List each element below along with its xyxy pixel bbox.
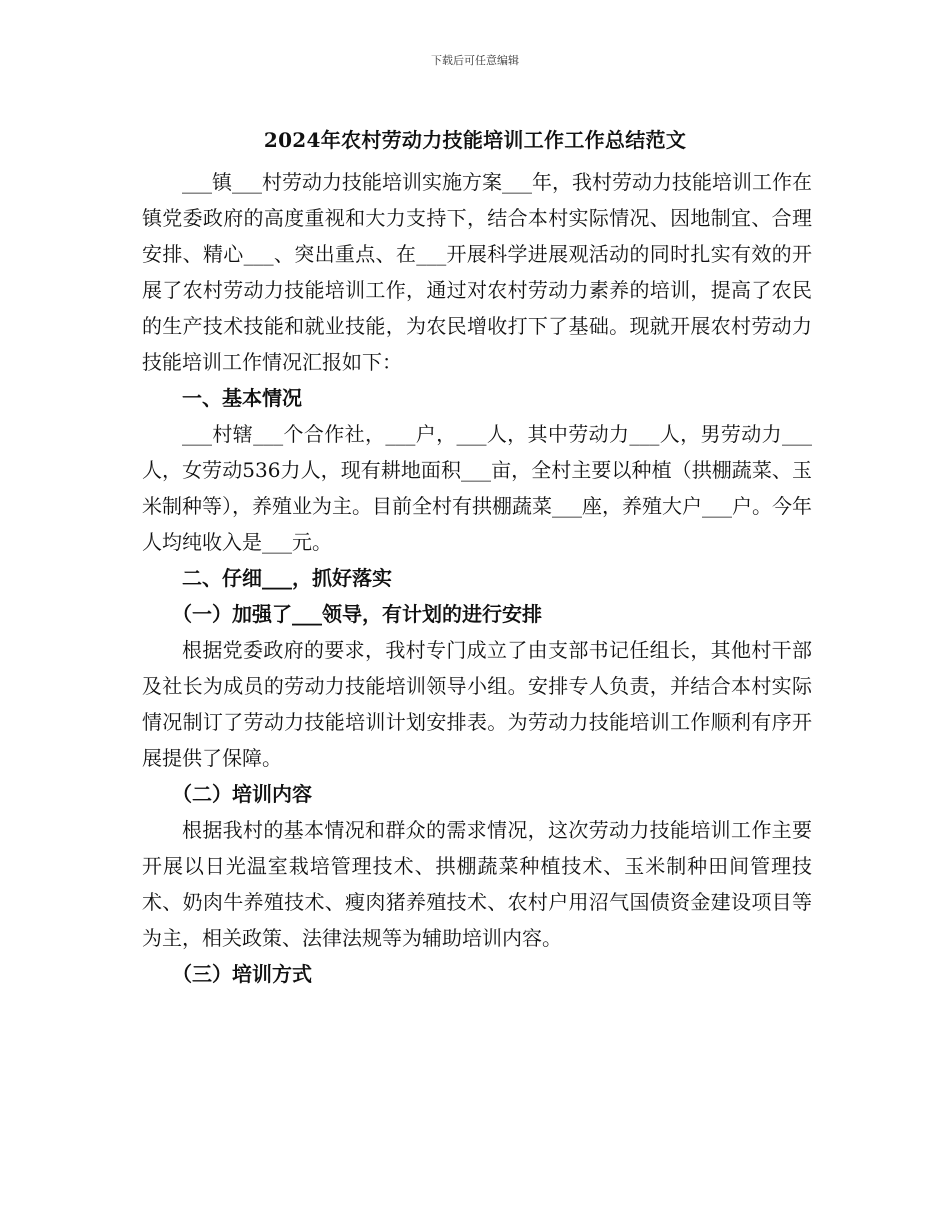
training-content-paragraph: 根据我村的基本情况和群众的需求情况，这次劳动力技能培训工作主要开展以日光温室栽培管理技术、拱棚蔬菜种植技术、玉米制种田间管理技术、奶肉牛养殖技术、瘦肉猪养殖技术、农村户用沼气国债资金建设项目等为主，相关政策、法律法规等为辅助培训内容。 — [142, 818, 812, 950]
document-body — [142, 164, 812, 992]
page-header: 下载后可任意编辑 — [431, 54, 519, 67]
basic-situation-paragraph: ___村辖___个合作社，___户，___人，其中劳动力___人，男劳动力___人，女劳动536力人，现有耕地面积___亩，全村主要以种植（拱棚蔬菜、玉米制种等），养殖业为主。目前全村有拱棚蔬菜___座，养殖大户___户。今年人均纯收入是___元。 — [142, 422, 812, 554]
leadership-paragraph: 根据党委政府的要求，我村专门成立了由支部书记任组长，其他村干部及社长为成员的劳动力技能培训领导小组。安排专人负责，并结合本村实际情况制订了劳动力技能培训计划安排表。为劳动力技能培训工作顺利有序开展提供了保障。 — [142, 638, 812, 770]
subsection-heading-training-content: （二）培训内容 — [172, 782, 312, 806]
section-heading-basic-situation: 一、基本情况 — [182, 386, 302, 410]
subsection-heading-training-method: （三）培训方式 — [172, 962, 312, 986]
section-heading-implementation: 二、仔细___，抓好落实 — [182, 566, 392, 590]
intro-paragraph: ___镇___村劳动力技能培训实施方案___年，我村劳动力技能培训工作在镇党委政府的高度重视和大力支持下，结合本村实际情况、因地制宜、合理安排、精心___、突出重点、在___开展科学进展观活动的同时扎实有效的开展了农村劳动力技能培训工作，通过对农村劳动力素养的培训，提高了农民的生产技术技能和就业技能，为农民增收打下了基础。现就开展农村劳动力技能培训工作情况汇报如下： — [142, 170, 812, 374]
subsection-heading-leadership: （一）加强了___领导，有计划的进行安排 — [172, 602, 542, 626]
document-title: 2024年农村劳动力技能培训工作工作总结范文 — [263, 128, 687, 152]
